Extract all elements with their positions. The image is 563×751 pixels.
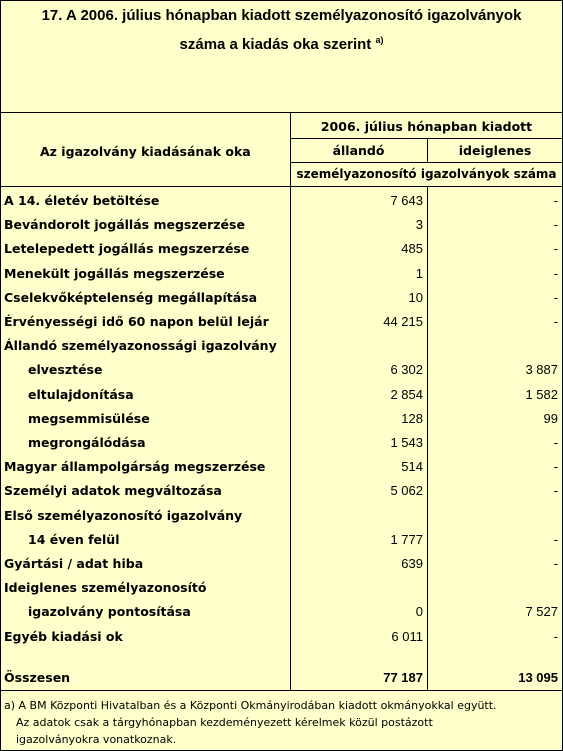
row-temporary: 3 887: [525, 362, 558, 377]
table-row: [0, 310, 563, 334]
row-temporary: -: [553, 556, 558, 571]
row-label: megrongálódása: [28, 435, 146, 450]
row-temporary: -: [553, 459, 558, 474]
header-period: 2006. július hónapban kiadott: [320, 119, 533, 134]
row-temporary: 7 527: [525, 604, 558, 619]
row-permanent: 6 011: [391, 629, 423, 644]
header-bottom-rule: [0, 186, 563, 187]
row-temporary: -: [553, 217, 558, 232]
row-label: megsemmisülése: [28, 411, 150, 426]
row-permanent: 0: [415, 604, 423, 619]
header-unit: személyazonosító igazolványok száma: [296, 167, 557, 181]
table-row: [0, 479, 563, 503]
row-permanent: 3: [415, 217, 423, 232]
total-label: Összesen: [4, 670, 71, 685]
table-row: [0, 189, 563, 213]
row-label: Állandó személyazonossági igazolvány: [4, 338, 277, 353]
row-temporary: -: [553, 532, 558, 547]
row-label: Érvényességi idő 60 napon belül lejár: [4, 314, 269, 329]
row-temporary: -: [553, 266, 558, 281]
row-temporary: -: [553, 290, 558, 305]
row-permanent: 639: [401, 556, 423, 571]
table-row: [0, 383, 563, 407]
row-permanent: 2 854: [390, 387, 423, 402]
table-row: [0, 528, 563, 552]
table-row: [0, 358, 563, 382]
title-line-2-text: száma a kiadás oka szerint: [179, 36, 372, 53]
table-row: [0, 237, 563, 261]
row-label: Bevándorolt jogállás megszerzése: [4, 217, 245, 232]
title-line-2: [0, 28, 563, 57]
table-row: [0, 455, 563, 479]
row-permanent: 514: [401, 459, 423, 474]
table-row: [0, 286, 563, 310]
footnote-line-1: a) A BM Központi Hivatalban és a Központi Okmányirodában kiadott okmányokkal együtt.: [4, 699, 497, 712]
row-temporary: -: [553, 629, 558, 644]
table-row: [0, 262, 563, 286]
total-row: [0, 666, 563, 690]
row-permanent: 10: [408, 290, 423, 305]
footnote: [4, 697, 559, 748]
table-bottom-rule: [0, 690, 563, 691]
row-temporary: -: [553, 241, 558, 256]
row-permanent: 5 062: [390, 483, 423, 498]
row-permanent: 1 543: [390, 435, 423, 450]
row-permanent: 6 302: [390, 362, 423, 377]
row-label: Első személyazonosító igazolvány: [4, 508, 243, 523]
row-label: A 14. életév betöltése: [4, 193, 160, 208]
footnote-line-3: igazolványokra vonatkoznak.: [16, 733, 177, 746]
table-title: [0, 0, 563, 110]
table-row: [0, 600, 563, 624]
row-label: Letelepedett jogállás megszerzése: [4, 241, 250, 256]
header-reason: Az igazolvány kiadásának oka: [40, 144, 251, 159]
total-permanent: 77 187: [383, 670, 423, 685]
row-label: Egyéb kiadási ok: [4, 629, 123, 644]
table-row: [0, 213, 563, 237]
row-permanent: 485: [401, 241, 423, 256]
row-label: Gyártási / adat hiba: [4, 556, 144, 571]
row-label: elvesztése: [28, 362, 103, 377]
row-temporary: 1 582: [525, 387, 558, 402]
total-temporary: 13 095: [518, 670, 558, 685]
row-label: Magyar állampolgárság megszerzése: [4, 459, 266, 474]
row-temporary: -: [553, 193, 558, 208]
row-temporary: -: [553, 435, 558, 450]
row-temporary: -: [553, 483, 558, 498]
table-row: [0, 407, 563, 431]
title-footnote-mark: a): [375, 35, 384, 45]
table-row: [0, 504, 563, 528]
header-temporary: ideiglenes: [458, 143, 532, 158]
row-label: Személyi adatok megváltozása: [4, 483, 222, 498]
row-label: 14 éven felül: [28, 532, 120, 547]
row-temporary: 99: [543, 411, 558, 426]
row-permanent: 1: [415, 266, 423, 281]
footnote-line-2: Az adatok csak a tárgyhónapban kezdeményezett kérelmek közül postázott: [16, 716, 433, 729]
row-label: Cselekvőképtelenség megállapítása: [4, 290, 258, 305]
row-permanent: 44 215: [383, 314, 423, 329]
subheader-rule: [290, 162, 563, 163]
row-permanent: 1 777: [390, 532, 423, 547]
table-row: [0, 431, 563, 455]
row-label: Ideiglenes személyazonosító: [4, 580, 207, 595]
row-permanent: 128: [401, 411, 423, 426]
row-permanent: 7 643: [390, 193, 423, 208]
header-top-rule: [0, 112, 563, 113]
header-permanent: állandó: [332, 143, 385, 158]
row-temporary: -: [553, 314, 558, 329]
table-row: [0, 552, 563, 576]
row-label: igazolvány pontosítása: [28, 604, 191, 619]
row-label: Menekült jogállás megszerzése: [4, 266, 225, 281]
table-row: [0, 334, 563, 358]
title-line-1: 17. A 2006. július hónapban kiadott személyazonosító igazolványok: [41, 7, 522, 24]
row-label: eltulajdonítása: [28, 387, 134, 402]
table-row: [0, 625, 563, 649]
table-row: [0, 576, 563, 600]
